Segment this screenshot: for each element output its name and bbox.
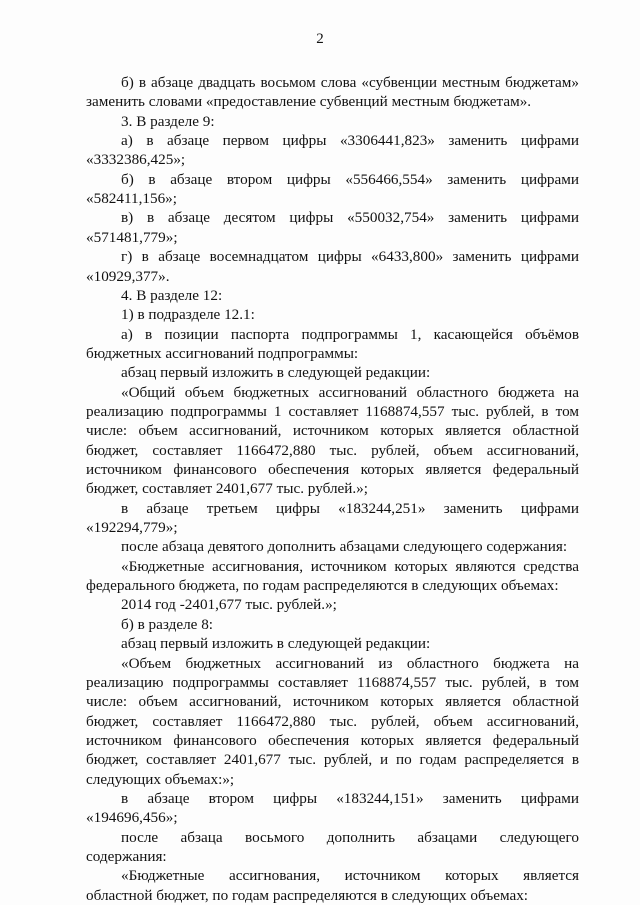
text-line: источником финансового обеспечения которых является федеральный xyxy=(86,461,579,478)
text-line: реализацию подпрограммы 1 составляет 1168874,557 тыс. рублей, в том xyxy=(86,402,579,420)
text-line: после абзаца девятого дополнить абзацами следующего содержания: xyxy=(121,538,568,556)
text-line: «571481,779»; xyxy=(86,228,178,246)
text-line: «Бюджетные ассигнования, источником которых являются средства xyxy=(121,557,579,575)
text-line: содержания: xyxy=(86,848,167,865)
text-line: реализацию подпрограммы составляет 1168874,557 тыс. рублей, в том xyxy=(86,673,579,691)
text-line: в) в абзаце десятом цифры «550032,754» заменить цифрами xyxy=(121,209,579,227)
text-line: «3332386,425»; xyxy=(86,151,186,169)
text-line: областной бюджет, по годам распределяются в следующих объемах: xyxy=(86,886,529,904)
text-line: следующих объемах:»; xyxy=(86,770,235,788)
text-line: абзац первый изложить в следующей редакции: xyxy=(121,364,431,382)
text-line: 4. В разделе 12: xyxy=(121,286,223,304)
text-line: г) в абзаце восемнадцатом цифры «6433,800» заменить цифрами xyxy=(121,248,579,266)
text-line: б) в абзаце втором цифры «556466,554» заменить цифрами xyxy=(121,170,579,188)
text-line: бюджет, составляет 2401,677 тыс. рублей.»; xyxy=(86,480,368,498)
text-line: а) в позиции паспорта подпрограммы 1, касающейся объёмов xyxy=(121,325,579,343)
text-line: бюджет, составляет 1166472,880 тыс. рублей, объем ассигнований, xyxy=(86,441,579,459)
text-line: абзац первый изложить в следующей редакции: xyxy=(121,635,431,653)
page-number: 2 xyxy=(316,31,324,47)
text-line: а) в абзаце первом цифры «3306441,823» заменить цифрами xyxy=(121,132,579,150)
text-line: «Общий объем бюджетных ассигнований областного бюджета на xyxy=(121,383,579,401)
text-line: б) в разделе 8: xyxy=(121,615,214,633)
text-line: «582411,156»; xyxy=(86,190,177,208)
text-line: заменить словами «предоставление субвенций местным бюджетам». xyxy=(86,93,532,111)
text-line: «194696,456»; xyxy=(86,809,178,827)
text-line: 3. В разделе 9: xyxy=(121,112,215,130)
text-line: федерального бюджета, по годам распределяются в следующих объемах: xyxy=(86,577,559,595)
text-line: бюджетных ассигнований подпрограммы: xyxy=(86,344,359,362)
text-line: числе: объем ассигнований, источником которых является областной xyxy=(86,422,579,440)
text-line: после абзаца восьмого дополнить абзацами следующего xyxy=(121,828,579,846)
text-line: в абзаце втором цифры «183244,151» заменить цифрами xyxy=(121,789,579,807)
text-line: «Бюджетные ассигнования, источником которых является xyxy=(121,867,579,885)
text-line: «192294,779»; xyxy=(86,519,178,537)
text-line: бюджет, составляет 2401,677 тыс. рублей, и по годам распределяется в xyxy=(86,751,579,769)
text-line: источником финансового обеспечения которых является федеральный xyxy=(86,731,579,749)
text-line: бюджет, составляет 1166472,880 тыс. рублей, объем ассигнований, xyxy=(86,712,579,730)
text-line: 1) в подразделе 12.1: xyxy=(121,306,255,324)
text-line: «10929,377». xyxy=(86,267,170,285)
text-line: числе: объем ассигнований, источником которых является областной xyxy=(86,693,579,711)
text-line: «Объем бюджетных ассигнований из областного бюджета на xyxy=(121,654,579,672)
text-line: б) в абзаце двадцать восьмом слова «субвенции местным бюджетам» xyxy=(121,74,579,91)
text-line: в абзаце третьем цифры «183244,251» заменить цифрами xyxy=(121,499,579,517)
text-line: 2014 год -2401,677 тыс. рублей.»; xyxy=(121,596,337,614)
